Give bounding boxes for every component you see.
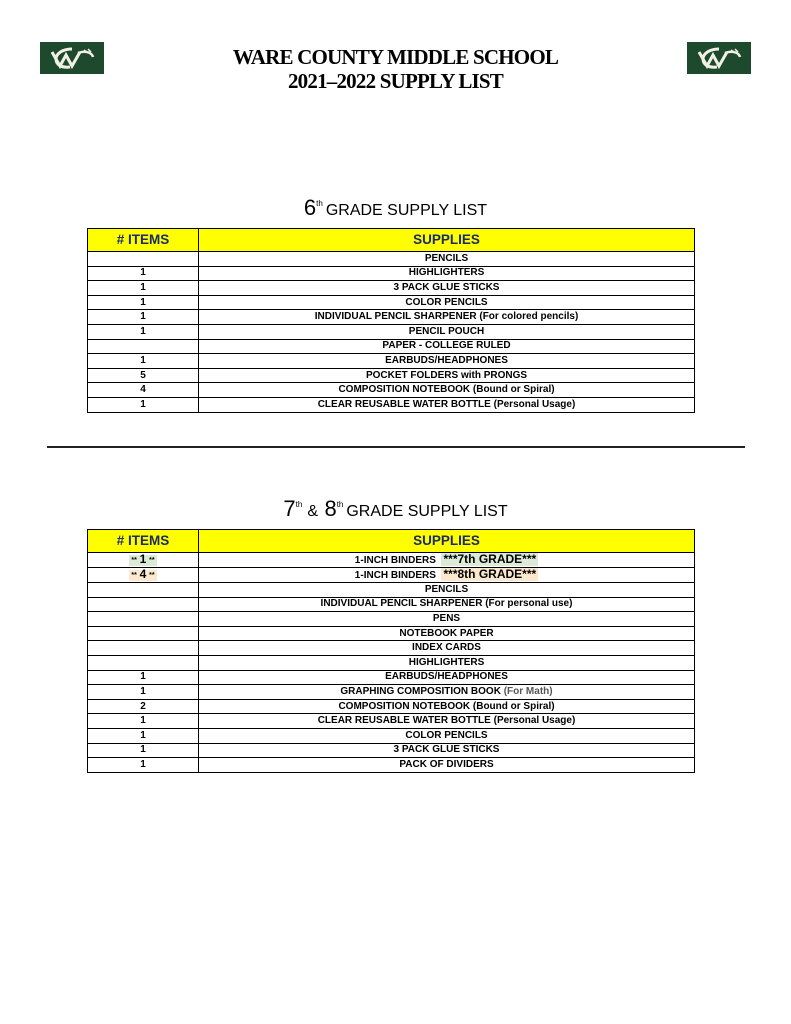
table-header-row (88, 530, 695, 553)
item-cell: POCKET FOLDERS with PRONGS (199, 368, 695, 383)
item-cell: COMPOSITION NOTEBOOK (Bound or Spiral) (199, 699, 695, 714)
table-row (88, 626, 695, 641)
seventh-eighth-grade-supply-table (87, 529, 695, 773)
item-cell: 1-INCH BINDERS ***7th GRADE*** (199, 553, 695, 568)
table-row (88, 699, 695, 714)
qty-cell: 1 (88, 743, 199, 758)
qty-cell: 1 (88, 758, 199, 773)
table-row (88, 281, 695, 296)
table-row (88, 655, 695, 670)
item-cell: GRAPHING COMPOSITION BOOK (For Math) (199, 685, 695, 700)
item-cell: PENCIL POUCH (199, 324, 695, 339)
qty-cell (88, 655, 199, 670)
qty-cell: 5 (88, 368, 199, 383)
qty-cell: ** 4 ** (88, 568, 199, 583)
qty-cell (88, 339, 199, 354)
item-cell: EARBUDS/HEADPHONES (199, 670, 695, 685)
table-row (88, 612, 695, 627)
qty-cell: 1 (88, 685, 199, 700)
qty-cell: 4 (88, 383, 199, 398)
table-row (88, 310, 695, 325)
table-row (88, 383, 695, 398)
qty-cell: 1 (88, 714, 199, 729)
supplies-column-header: SUPPLIES (199, 229, 695, 252)
item-cell: 3 PACK GLUE STICKS (199, 743, 695, 758)
item-cell: COMPOSITION NOTEBOOK (Bound or Spiral) (199, 383, 695, 398)
qty-cell: 1 (88, 310, 199, 325)
item-cell: PENCILS (199, 252, 695, 267)
sixth-grade-title: 6th GRADE SUPPLY LIST (303, 195, 488, 220)
table-row (88, 670, 695, 685)
table-row (88, 324, 695, 339)
item-cell: 1-INCH BINDERS ***8th GRADE*** (199, 568, 695, 583)
item-cell: INDEX CARDS (199, 641, 695, 656)
grade-note: ***8th GRADE*** (443, 567, 537, 581)
item-cell: PENS (199, 612, 695, 627)
items-column-header: # ITEMS (88, 530, 199, 553)
item-cell: INDIVIDUAL PENCIL SHARPENER (For personal use) (199, 597, 695, 612)
table-row (88, 266, 695, 281)
qty-cell (88, 252, 199, 267)
table-row (88, 553, 695, 568)
qty-cell (88, 641, 199, 656)
table-header-row (88, 229, 695, 252)
table-row (88, 758, 695, 773)
item-cell: COLOR PENCILS (199, 728, 695, 743)
table-row (88, 743, 695, 758)
supplies-column-header: SUPPLIES (199, 530, 695, 553)
document-title (0, 45, 791, 93)
item-cell: HIGHLIGHTERS (199, 655, 695, 670)
table-row (88, 295, 695, 310)
table-row (88, 354, 695, 369)
item-cell: CLEAR REUSABLE WATER BOTTLE (Personal Usage) (199, 397, 695, 412)
item-cell: 3 PACK GLUE STICKS (199, 281, 695, 296)
seventh-eighth-grade-title: 7th & 8th GRADE SUPPLY LIST (283, 496, 508, 521)
item-cell: CLEAR REUSABLE WATER BOTTLE (Personal Usage) (199, 714, 695, 729)
sixth-grade-supply-table (87, 228, 695, 413)
qty-cell: 1 (88, 324, 199, 339)
qty-cell: ** 1 ** (88, 553, 199, 568)
item-cell: NOTEBOOK PAPER (199, 626, 695, 641)
qty-cell: 1 (88, 295, 199, 310)
item-cell: INDIVIDUAL PENCIL SHARPENER (For colored pencils) (199, 310, 695, 325)
school-name: WARE COUNTY MIDDLE SCHOOL (232, 45, 559, 69)
qty-cell (88, 626, 199, 641)
table-row (88, 368, 695, 383)
table-row (88, 583, 695, 598)
qty-cell: 1 (88, 397, 199, 412)
qty-cell: 2 (88, 699, 199, 714)
qty-cell: 1 (88, 354, 199, 369)
qty-cell: 1 (88, 670, 199, 685)
table-row (88, 252, 695, 267)
qty-cell (88, 612, 199, 627)
table-row (88, 714, 695, 729)
item-cell: EARBUDS/HEADPHONES (199, 354, 695, 369)
qty-cell (88, 597, 199, 612)
table-row (88, 685, 695, 700)
item-cell: PENCILS (199, 583, 695, 598)
qty-cell: 1 (88, 281, 199, 296)
section-divider (47, 446, 745, 448)
table-row (88, 641, 695, 656)
grade-note: ***7th GRADE*** (443, 552, 537, 566)
table-row (88, 597, 695, 612)
supply-list-year: 2021–2022 SUPPLY LIST (287, 69, 504, 93)
table-row (88, 339, 695, 354)
item-cell: PACK OF DIVIDERS (199, 758, 695, 773)
item-cell: HIGHLIGHTERS (199, 266, 695, 281)
qty-cell: 1 (88, 266, 199, 281)
item-cell: COLOR PENCILS (199, 295, 695, 310)
table-row (88, 397, 695, 412)
items-column-header: # ITEMS (88, 229, 199, 252)
qty-cell (88, 583, 199, 598)
qty-cell: 1 (88, 728, 199, 743)
table-row (88, 568, 695, 583)
table-row (88, 728, 695, 743)
item-cell: PAPER - COLLEGE RULED (199, 339, 695, 354)
